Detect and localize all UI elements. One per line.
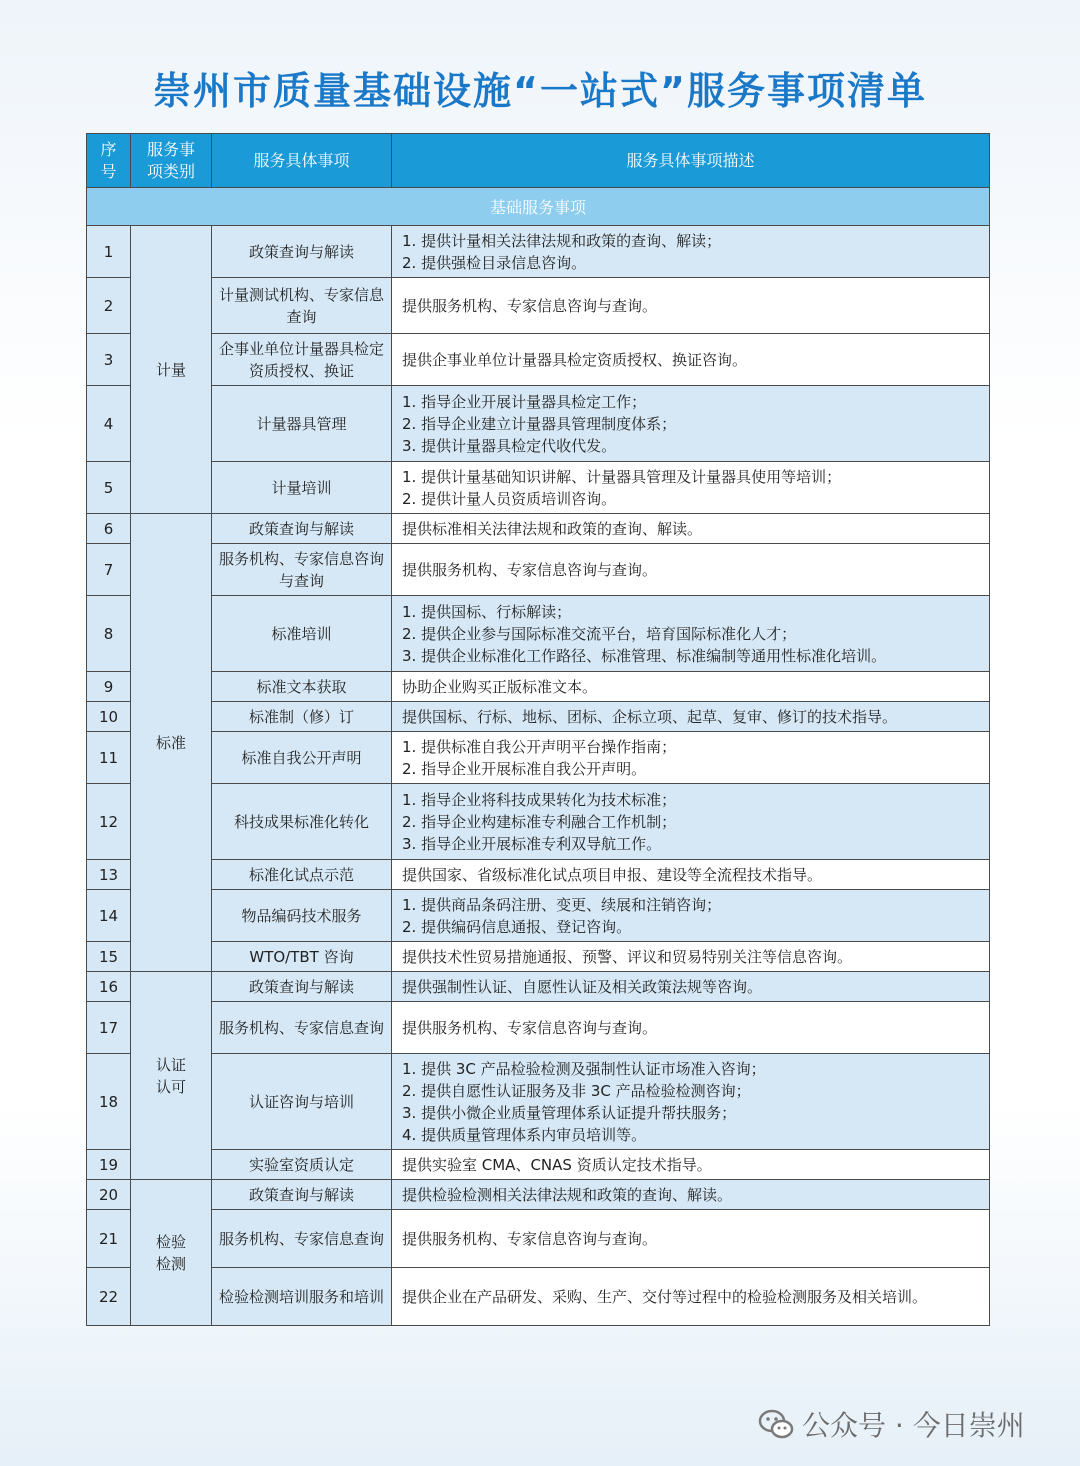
table-row bbox=[87, 1150, 990, 1180]
service-description bbox=[392, 226, 990, 278]
row-number: 9 bbox=[87, 672, 131, 702]
description-line: 3. 提供计量器具检定代收代发。 bbox=[402, 436, 617, 455]
row-number: 15 bbox=[87, 942, 131, 972]
category-cell: 认证认可 bbox=[131, 972, 212, 1180]
description-line: 协助企业购买正版标准文本。 bbox=[402, 677, 598, 696]
section-label: 基础服务事项 bbox=[87, 188, 990, 226]
description-line: 提供企业在产品研发、采购、生产、交付等过程中的检验检测服务及相关培训。 bbox=[402, 1287, 928, 1306]
description-line: 1. 提供计量相关法律法规和政策的查询、解读； bbox=[402, 231, 722, 250]
service-description bbox=[392, 386, 990, 462]
service-item: 实验室资质认定 bbox=[212, 1150, 392, 1180]
description-line: 2. 提供计量人员资质培训咨询。 bbox=[402, 489, 617, 508]
description-line: 提供服务机构、专家信息咨询与查询。 bbox=[402, 1229, 658, 1248]
service-description bbox=[392, 1054, 990, 1150]
service-description bbox=[392, 544, 990, 596]
description-line: 1. 提供商品条码注册、变更、续展和注销咨询； bbox=[402, 895, 722, 914]
service-description bbox=[392, 1150, 990, 1180]
table-row bbox=[87, 462, 990, 514]
row-number: 4 bbox=[87, 386, 131, 462]
table-row bbox=[87, 732, 990, 784]
table-header-row bbox=[87, 134, 990, 188]
row-number: 5 bbox=[87, 462, 131, 514]
service-item: 物品编码技术服务 bbox=[212, 890, 392, 942]
row-number: 3 bbox=[87, 334, 131, 386]
service-table bbox=[86, 133, 990, 1326]
description-line: 2. 提供企业参与国际标准交流平台，培育国际标准化人才； bbox=[402, 624, 797, 643]
row-number: 1 bbox=[87, 226, 131, 278]
table-row bbox=[87, 942, 990, 972]
service-description bbox=[392, 732, 990, 784]
service-description bbox=[392, 514, 990, 544]
table-row bbox=[87, 972, 990, 1002]
watermark-text: 公众号 · 今日崇州 bbox=[802, 1409, 1025, 1442]
row-number: 14 bbox=[87, 890, 131, 942]
row-number: 7 bbox=[87, 544, 131, 596]
service-item: WTO/TBT 咨询 bbox=[212, 942, 392, 972]
service-item: 政策查询与解读 bbox=[212, 226, 392, 278]
table-row bbox=[87, 672, 990, 702]
description-line: 1. 提供 3C 产品检验检测及强制性认证市场准入咨询； bbox=[402, 1059, 766, 1078]
row-number: 16 bbox=[87, 972, 131, 1002]
description-line: 提供服务机构、专家信息咨询与查询。 bbox=[402, 560, 658, 579]
service-description bbox=[392, 890, 990, 942]
category-cell: 检验检测 bbox=[131, 1180, 212, 1326]
description-line: 2. 指导企业构建标准专利融合工作机制； bbox=[402, 812, 677, 831]
service-description bbox=[392, 334, 990, 386]
service-item: 政策查询与解读 bbox=[212, 972, 392, 1002]
service-description bbox=[392, 1268, 990, 1326]
table-row bbox=[87, 514, 990, 544]
wechat-icon bbox=[758, 1406, 794, 1442]
description-line: 2. 提供编码信息通报、登记咨询。 bbox=[402, 917, 632, 936]
service-description bbox=[392, 462, 990, 514]
description-line: 提供实验室 CMA、CNAS 资质认定技术指导。 bbox=[402, 1155, 712, 1174]
service-item: 政策查询与解读 bbox=[212, 1180, 392, 1210]
service-item: 计量测试机构、专家信息查询 bbox=[212, 278, 392, 334]
table-row bbox=[87, 226, 990, 278]
row-number: 20 bbox=[87, 1180, 131, 1210]
service-item: 标准自我公开声明 bbox=[212, 732, 392, 784]
table-row bbox=[87, 1268, 990, 1326]
service-description bbox=[392, 596, 990, 672]
row-number: 8 bbox=[87, 596, 131, 672]
description-line: 2. 提供强检目录信息咨询。 bbox=[402, 253, 587, 272]
table-row bbox=[87, 596, 990, 672]
service-item: 服务机构、专家信息查询 bbox=[212, 1210, 392, 1268]
service-item: 服务机构、专家信息咨询与查询 bbox=[212, 544, 392, 596]
service-description bbox=[392, 1002, 990, 1054]
service-item: 计量器具管理 bbox=[212, 386, 392, 462]
table-row bbox=[87, 860, 990, 890]
service-item: 标准制（修）订 bbox=[212, 702, 392, 732]
service-item: 企事业单位计量器具检定资质授权、换证 bbox=[212, 334, 392, 386]
row-number: 2 bbox=[87, 278, 131, 334]
description-line: 提供技术性贸易措施通报、预警、评议和贸易特别关注等信息咨询。 bbox=[402, 947, 853, 966]
service-description bbox=[392, 1180, 990, 1210]
description-line: 1. 指导企业将科技成果转化为技术标准； bbox=[402, 790, 677, 809]
table-row bbox=[87, 1180, 990, 1210]
service-description bbox=[392, 1210, 990, 1268]
description-line: 2. 提供自愿性认证服务及非 3C 产品检验检测咨询； bbox=[402, 1081, 751, 1100]
description-line: 1. 提供计量基础知识讲解、计量器具管理及计量器具使用等培训； bbox=[402, 467, 842, 486]
table-row bbox=[87, 1210, 990, 1268]
service-description bbox=[392, 672, 990, 702]
description-line: 3. 提供企业标准化工作路径、标准管理、标准编制等通用性标准化培训。 bbox=[402, 646, 887, 665]
service-item: 检验检测培训服务和培训 bbox=[212, 1268, 392, 1326]
service-description bbox=[392, 702, 990, 732]
row-number: 10 bbox=[87, 702, 131, 732]
row-number: 13 bbox=[87, 860, 131, 890]
table-row bbox=[87, 386, 990, 462]
service-item: 标准培训 bbox=[212, 596, 392, 672]
row-number: 11 bbox=[87, 732, 131, 784]
header-description: 服务具体事项描述 bbox=[392, 134, 990, 188]
row-number: 17 bbox=[87, 1002, 131, 1054]
row-number: 6 bbox=[87, 514, 131, 544]
table-row bbox=[87, 784, 990, 860]
page-title: 崇州市质量基础设施“一站式”服务事项清单 bbox=[153, 69, 927, 113]
category-cell: 标准 bbox=[131, 514, 212, 972]
description-line: 3. 指导企业开展标准专利双导航工作。 bbox=[402, 834, 662, 853]
row-number: 12 bbox=[87, 784, 131, 860]
description-line: 提供服务机构、专家信息咨询与查询。 bbox=[402, 296, 658, 315]
description-line: 提供标准相关法律法规和政策的查询、解读。 bbox=[402, 519, 703, 538]
description-line: 1. 指导企业开展计量器具检定工作； bbox=[402, 392, 647, 411]
description-line: 1. 提供国标、行标解读； bbox=[402, 602, 572, 621]
service-item: 服务机构、专家信息查询 bbox=[212, 1002, 392, 1054]
description-line: 提供强制性认证、自愿性认证及相关政策法规等咨询。 bbox=[402, 977, 763, 996]
category-cell: 计量 bbox=[131, 226, 212, 514]
table-row bbox=[87, 890, 990, 942]
service-item: 计量培训 bbox=[212, 462, 392, 514]
service-item: 标准化试点示范 bbox=[212, 860, 392, 890]
service-description bbox=[392, 784, 990, 860]
description-line: 3. 提供小微企业质量管理体系认证提升帮扶服务； bbox=[402, 1103, 737, 1122]
row-number: 19 bbox=[87, 1150, 131, 1180]
header-item: 服务具体事项 bbox=[212, 134, 392, 188]
table-row bbox=[87, 334, 990, 386]
header-no: 序号 bbox=[87, 134, 131, 188]
table-row bbox=[87, 1054, 990, 1150]
service-item: 标准文本获取 bbox=[212, 672, 392, 702]
service-description bbox=[392, 278, 990, 334]
row-number: 22 bbox=[87, 1268, 131, 1326]
description-line: 2. 指导企业建立计量器具管理制度体系； bbox=[402, 414, 677, 433]
watermark bbox=[758, 1404, 1025, 1444]
description-line: 提供国标、行标、地标、团标、企标立项、起草、复审、修订的技术指导。 bbox=[402, 707, 898, 726]
description-line: 提供国家、省级标准化试点项目申报、建设等全流程技术指导。 bbox=[402, 865, 823, 884]
section-row bbox=[87, 188, 990, 226]
description-line: 提供企事业单位计量器具检定资质授权、换证咨询。 bbox=[402, 350, 748, 369]
row-number: 18 bbox=[87, 1054, 131, 1150]
description-line: 1. 提供标准自我公开声明平台操作指南； bbox=[402, 737, 677, 756]
description-line: 2. 指导企业开展标准自我公开声明。 bbox=[402, 759, 647, 778]
header-category: 服务事项类别 bbox=[131, 134, 212, 188]
service-description bbox=[392, 860, 990, 890]
service-item: 政策查询与解读 bbox=[212, 514, 392, 544]
table-row bbox=[87, 278, 990, 334]
row-number: 21 bbox=[87, 1210, 131, 1268]
table-row bbox=[87, 702, 990, 732]
service-item: 科技成果标准化转化 bbox=[212, 784, 392, 860]
service-item: 认证咨询与培训 bbox=[212, 1054, 392, 1150]
service-description bbox=[392, 942, 990, 972]
description-line: 4. 提供质量管理体系内审员培训等。 bbox=[402, 1125, 647, 1144]
service-description bbox=[392, 972, 990, 1002]
description-line: 提供检验检测相关法律法规和政策的查询、解读。 bbox=[402, 1185, 733, 1204]
table-row bbox=[87, 544, 990, 596]
description-line: 提供服务机构、专家信息咨询与查询。 bbox=[402, 1018, 658, 1037]
table-row bbox=[87, 1002, 990, 1054]
